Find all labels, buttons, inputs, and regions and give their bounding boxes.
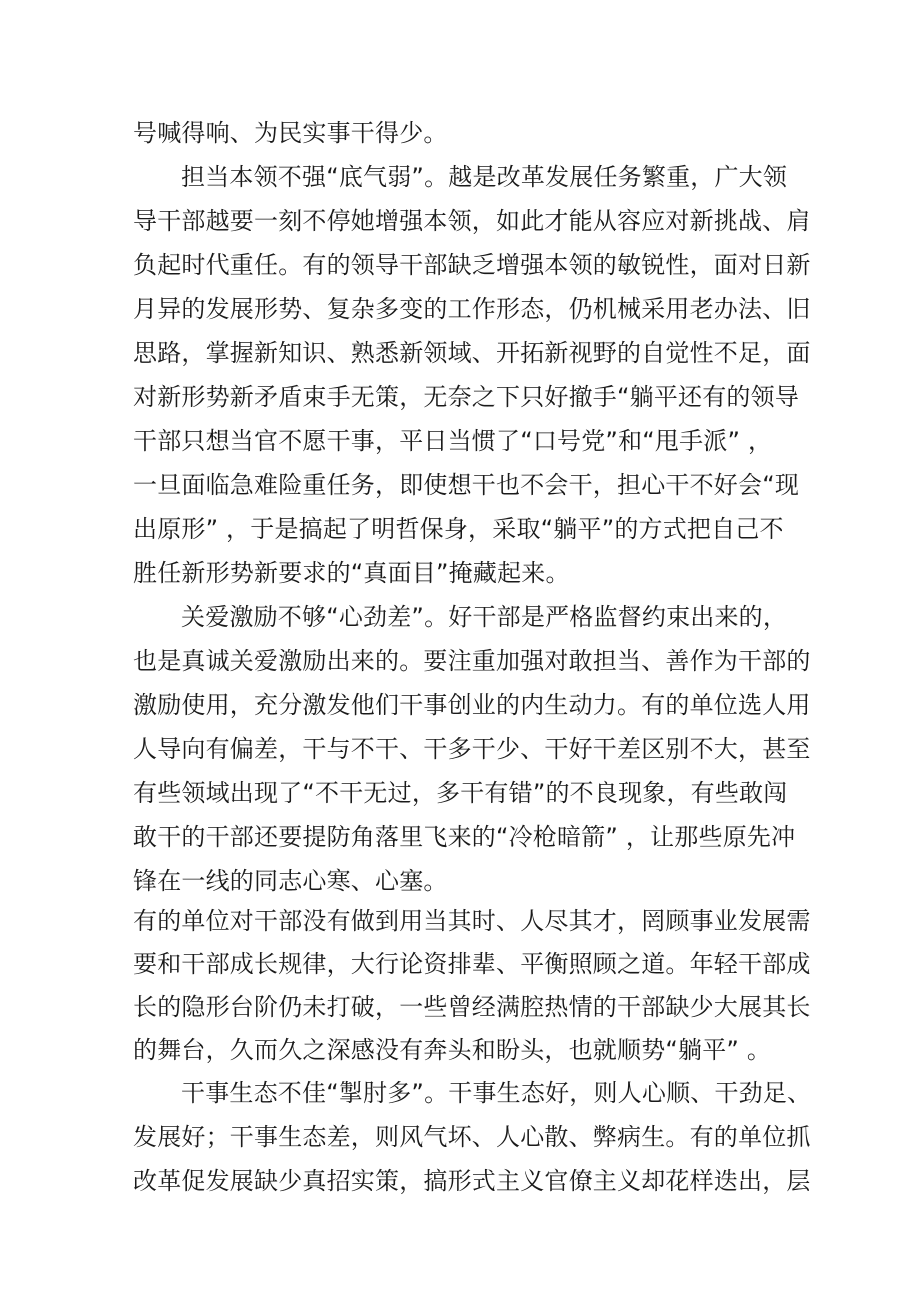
text-line: 也是真诚关爱激励出来的。要注重加强对敢担当、善作为干部的 <box>133 647 811 675</box>
text-line: 有些领域出现了“不干无过，多干有错”的不良现象，有些敢闯 <box>133 779 788 807</box>
text-line: 导干部越要一刻不停她增强本领，如此才能从容应对新挑战、肩 <box>133 207 811 235</box>
text-line: 激励使用，充分激发他们干事创业的内生动力。有的单位选人用 <box>133 691 811 719</box>
text-line: 有的单位对干部没有做到用当其时、人尽其才，罔顾事业发展需 <box>133 907 811 935</box>
text-line: 人导向有偏差，干与不干、干多干少、干好干差区别不大，甚至 <box>133 735 811 763</box>
text-line: 长的隐形台阶仍未打破，一些曾经满腔热情的干部缺少大展其长 <box>133 993 811 1021</box>
text-line: 锋在一线的同志心寒、心塞。 <box>133 867 448 895</box>
text-line: 出原形” ，于是搞起了明哲保身，采取“躺平”的方式把自己不 <box>133 515 784 543</box>
text-line: 要和干部成长规律，大行论资排辈、平衡照顾之道。年轻干部成 <box>133 950 811 978</box>
text-line: 思路，掌握新知识、熟悉新领域、开拓新视野的自觉性不足，面 <box>133 339 811 367</box>
text-line: 一旦面临急难险重任务，即使想干也不会干，担心干不好会“现 <box>133 471 800 499</box>
text-line: 干部只想当官不愿干事，平日当惯了“口号党”和“甩手派” ， <box>133 427 773 455</box>
text-line: 胜任新形势新要求的“真面目”掩藏起来。 <box>133 559 570 587</box>
text-line: 月异的发展形势、复杂多变的工作形态，仍机械采用老办法、旧 <box>133 295 811 323</box>
text-line: 对新形势新矛盾束手无策，无奈之下只好撤手“躺平还有的领导 <box>133 383 800 411</box>
text-line: 改革促发展缺少真招实策，搞形式主义官僚主义却花样迭出，层 <box>133 1167 811 1195</box>
text-line: 敢干的干部还要提防角落里飞来的“冷枪暗箭” ，让那些原先冲 <box>133 823 796 851</box>
paragraph-start-line: 担当本领不强“底气弱”。越是改革发展任务繁重，广大领 <box>181 163 788 191</box>
text-line: 的舞台，久而久之深感没有奔头和盼头，也就顺势“躺平” 。 <box>133 1036 772 1064</box>
paragraph-start-line: 干事生态不佳“掣肘多”。干事生态好，则人心顺、干劲足、 <box>181 1079 812 1107</box>
text-line: 发展好；干事生态差，则风气坏、人心散、弊病生。有的单位抓 <box>133 1123 811 1151</box>
text-line: 号喊得响、为民实事干得少。 <box>133 119 448 147</box>
paragraph-start-line: 关爱激励不够“心劲差”。好干部是严格监督约束出来的， <box>181 603 788 631</box>
text-line: 负起时代重任。有的领导干部缺乏增强本领的敏锐性，面对日新 <box>133 251 811 279</box>
